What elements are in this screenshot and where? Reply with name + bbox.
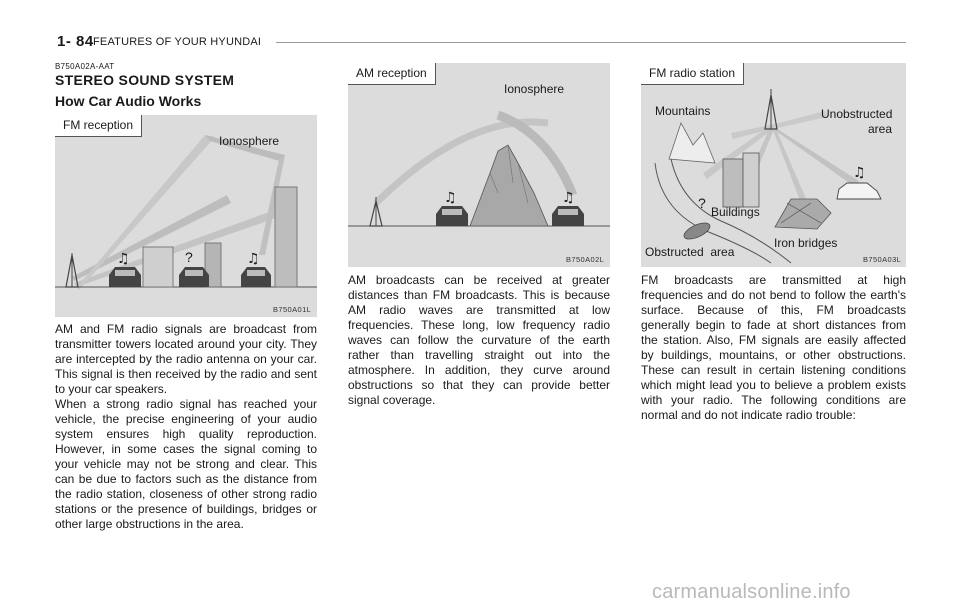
column-1-text: [55, 322, 317, 532]
station-question-mark: ?: [698, 195, 706, 211]
car-icon: [241, 267, 271, 287]
fm-reception-tag: FM reception: [55, 115, 142, 137]
column-3-paragraph-1: FM broadcasts are transmitted at high frequencies and do not bend to follow the earth's surface. Because of this, FM broadcasts generally begin to fade at short distances from the station. Also, FM signals are easily affected by buildings, mountains, or other obstructions. These can result in certain listening conditions which might lead you to believe a problem exists with your radio. The following conditions are normal and do not indicate radio trouble:: [641, 273, 906, 422]
svg-text:♫: ♫: [562, 190, 575, 206]
watermark: carmanualsonline.info: [652, 581, 851, 603]
transmitter-tower-icon: [765, 89, 777, 129]
iron-bridges-label: Iron bridges: [774, 236, 838, 250]
column-2-paragraph-1: AM broadcasts can be received at greater distances than FM broadcasts. This is because AM radio waves are transmitted at low frequencies. These long, low frequency radio waves can follow the curvature of the earth rather than travelling straight out into the atmosphere. In addition, they curve around obstructions so that they can provide better signal coverage.: [348, 273, 610, 407]
svg-text:♫: ♫: [247, 251, 260, 267]
station-figure-code: B750A03L: [863, 255, 902, 264]
fm-station-figure: [641, 63, 906, 267]
column-1-paragraph-2: When a strong radio signal has reached your vehicle, the precise engineering of your audio system ensures high quality reproduction. However, in some cases the signal coming to your vehicle may not be strong and clear. This can be due to factors such as the distance from the radio station, closeness of other strong radio stations or the presence of buildings, bridges or other large obstructions in the area.: [55, 397, 317, 531]
obstructed-area-label: Obstructed area: [645, 245, 735, 259]
iron-bridge-icon: [775, 199, 831, 229]
svg-text:♫: ♫: [117, 251, 130, 267]
column-1-paragraph-1: AM and FM radio signals are broadcast from transmitter towers located around your city. They are intercepted by the radio antenna on your car. This signal is then received by the radio and sent to your car speakers.: [55, 322, 317, 396]
fm-station-tag: FM radio station: [641, 63, 744, 85]
car-icon: [436, 206, 468, 226]
fm-figure-code: B750A01L: [273, 305, 312, 314]
car-icon: [109, 267, 141, 287]
am-reception-tag: AM reception: [348, 63, 436, 85]
page-number: 1- 84: [57, 33, 94, 50]
am-reception-figure: [348, 63, 610, 267]
mountains-label: Mountains: [655, 104, 711, 118]
car-icon: [179, 267, 209, 287]
unobstructed-label: Unobstructed: [821, 107, 893, 121]
column-3-text: [641, 273, 906, 423]
fm-question-mark: ?: [185, 249, 193, 265]
header-rule: [276, 42, 906, 43]
buildings-label: Buildings: [711, 205, 760, 219]
section-subtitle: How Car Audio Works: [55, 93, 202, 109]
am-ionosphere-label: Ionosphere: [504, 82, 565, 96]
am-figure-code: B750A02L: [566, 255, 605, 264]
car-icon: [552, 206, 584, 226]
transmitter-tower-icon: [66, 253, 78, 287]
am-reception-illustration: [348, 63, 610, 267]
svg-text:♫: ♫: [853, 165, 866, 181]
unobstructed-area-label: area: [868, 122, 893, 136]
car-icon: [682, 220, 712, 243]
fm-reception-figure: [55, 115, 317, 317]
fm-ionosphere-label: Ionosphere: [219, 134, 280, 148]
svg-text:♫: ♫: [444, 190, 457, 206]
section-code: B750A02A-AAT: [55, 62, 115, 71]
section-header-title: FEATURES OF YOUR HYUNDAI: [93, 36, 262, 48]
column-2-text: [348, 273, 610, 408]
section-title: STEREO SOUND SYSTEM: [55, 72, 235, 88]
car-icon: [837, 183, 881, 199]
